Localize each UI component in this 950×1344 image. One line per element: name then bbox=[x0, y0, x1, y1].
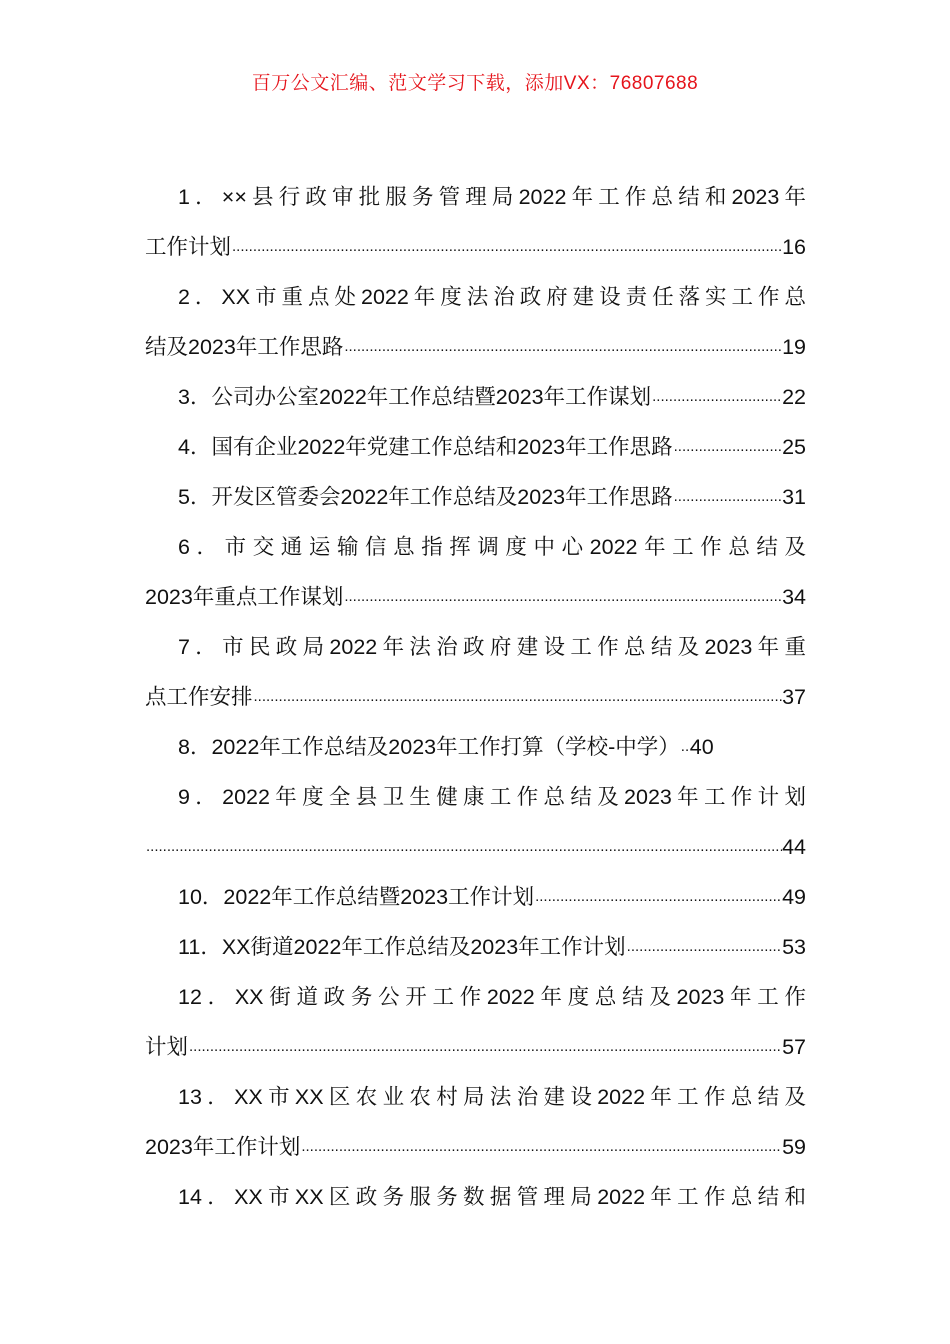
toc-entry-5-title: 5．开发区管委会2022年工作总结及2023年工作思路 bbox=[178, 485, 673, 509]
toc-entry-10-page: 49 bbox=[782, 885, 806, 909]
toc-leader-dots bbox=[651, 372, 782, 422]
toc-entry-3-title: 3．公司办公室2022年工作总结暨2023年工作谋划 bbox=[178, 385, 652, 409]
toc-entry-14-title[interactable]: 14．XX市XX区政务服务数据管理局2022年工作总结和 bbox=[178, 1185, 806, 1209]
toc-entry-6-title-cont: 2023年重点工作谋划 bbox=[145, 585, 344, 609]
toc-leader-dots bbox=[534, 872, 782, 922]
toc-leader-dots bbox=[253, 672, 783, 722]
toc-entry-13-title-cont: 2023年工作计划 bbox=[145, 1135, 301, 1159]
toc-entry-12-title-cont: 计划 bbox=[145, 1035, 189, 1059]
toc-entry-1-page: 16 bbox=[782, 235, 806, 259]
toc-leader-dots bbox=[300, 1122, 782, 1172]
toc-entry-8-page: 40 bbox=[689, 735, 714, 759]
toc-entry-2-title-cont: 结及2023年工作思路 bbox=[145, 335, 344, 359]
toc-entry-13-continuation[interactable] bbox=[145, 1122, 806, 1172]
toc-entry-12-continuation[interactable] bbox=[145, 1022, 806, 1072]
table-of-contents bbox=[145, 172, 806, 1222]
toc-entry-8-title: 8．2022年工作总结及2023年工作打算（学校-中学） bbox=[178, 735, 680, 759]
toc-entry-4-page: 25 bbox=[782, 435, 806, 459]
toc-entry-10-title: 10．2022年工作总结暨2023工作计划 bbox=[178, 885, 535, 909]
toc-entry-4[interactable] bbox=[145, 422, 806, 472]
toc-entry-12-page: 57 bbox=[782, 1035, 806, 1059]
toc-entry-2-continuation[interactable] bbox=[145, 322, 806, 372]
toc-leader-dots bbox=[188, 1022, 782, 1072]
toc-leader-dots bbox=[145, 822, 782, 872]
toc-entry-1-title-cont: 工作计划 bbox=[145, 235, 232, 259]
toc-entry-9-title[interactable]: 9．2022年度全县卫生健康工作总结及2023年工作计划 bbox=[178, 785, 806, 809]
toc-entry-2-page: 19 bbox=[782, 335, 806, 359]
toc-entry-8[interactable] bbox=[145, 722, 806, 772]
toc-entry-7-title[interactable]: 7．市民政局2022年法治政府建设工作总结及2023年重 bbox=[178, 635, 806, 659]
toc-entry-9-continuation[interactable] bbox=[145, 822, 806, 872]
toc-entry-12-title[interactable]: 12．XX街道政务公开工作2022年度总结及2023年工作 bbox=[178, 985, 806, 1009]
toc-entry-7-title-cont: 点工作安排 bbox=[145, 685, 253, 709]
toc-entry-10[interactable] bbox=[145, 872, 806, 922]
toc-entry-6-title[interactable]: 6．市交通运输信息指挥调度中心2022年工作总结及 bbox=[178, 535, 806, 559]
toc-leader-dots bbox=[680, 722, 690, 772]
toc-entry-4-title: 4．国有企业2022年党建工作总结和2023年工作思路 bbox=[178, 435, 673, 459]
toc-entry-6-page: 34 bbox=[782, 585, 806, 609]
toc-entry-13-title[interactable]: 13．XX市XX区农业农村局法治建设2022年工作总结及 bbox=[178, 1085, 806, 1109]
header-watermark-text: 百万公文汇编、范文学习下载，添加VX：76807688 bbox=[251, 73, 699, 94]
toc-entry-3-page: 22 bbox=[782, 385, 806, 409]
toc-entry-9-page: 44 bbox=[782, 835, 806, 859]
toc-entry-7-page: 37 bbox=[782, 685, 806, 709]
toc-leader-dots bbox=[673, 472, 782, 522]
toc-leader-dots bbox=[673, 422, 782, 472]
toc-entry-11-page: 53 bbox=[782, 935, 806, 959]
toc-entry-3[interactable] bbox=[145, 372, 806, 422]
toc-leader-dots bbox=[343, 322, 782, 372]
toc-entry-5[interactable] bbox=[145, 472, 806, 522]
toc-entry-5-page: 31 bbox=[782, 485, 806, 509]
toc-leader-dots bbox=[343, 572, 782, 622]
toc-entry-2-title[interactable]: 2．XX市重点处2022年度法治政府建设责任落实工作总 bbox=[178, 285, 806, 309]
toc-leader-dots bbox=[231, 222, 782, 272]
toc-entry-1-continuation[interactable] bbox=[145, 222, 806, 272]
toc-entry-13-page: 59 bbox=[782, 1135, 806, 1159]
toc-entry-11[interactable] bbox=[145, 922, 806, 972]
toc-leader-dots bbox=[626, 922, 782, 972]
toc-entry-1-title[interactable]: 1．××县行政审批服务管理局2022年工作总结和2023年 bbox=[178, 185, 806, 209]
toc-entry-11-title: 11．XX街道2022年工作总结及2023年工作计划 bbox=[178, 935, 626, 959]
toc-entry-7-continuation[interactable] bbox=[145, 672, 806, 722]
toc-entry-6-continuation[interactable] bbox=[145, 572, 806, 622]
